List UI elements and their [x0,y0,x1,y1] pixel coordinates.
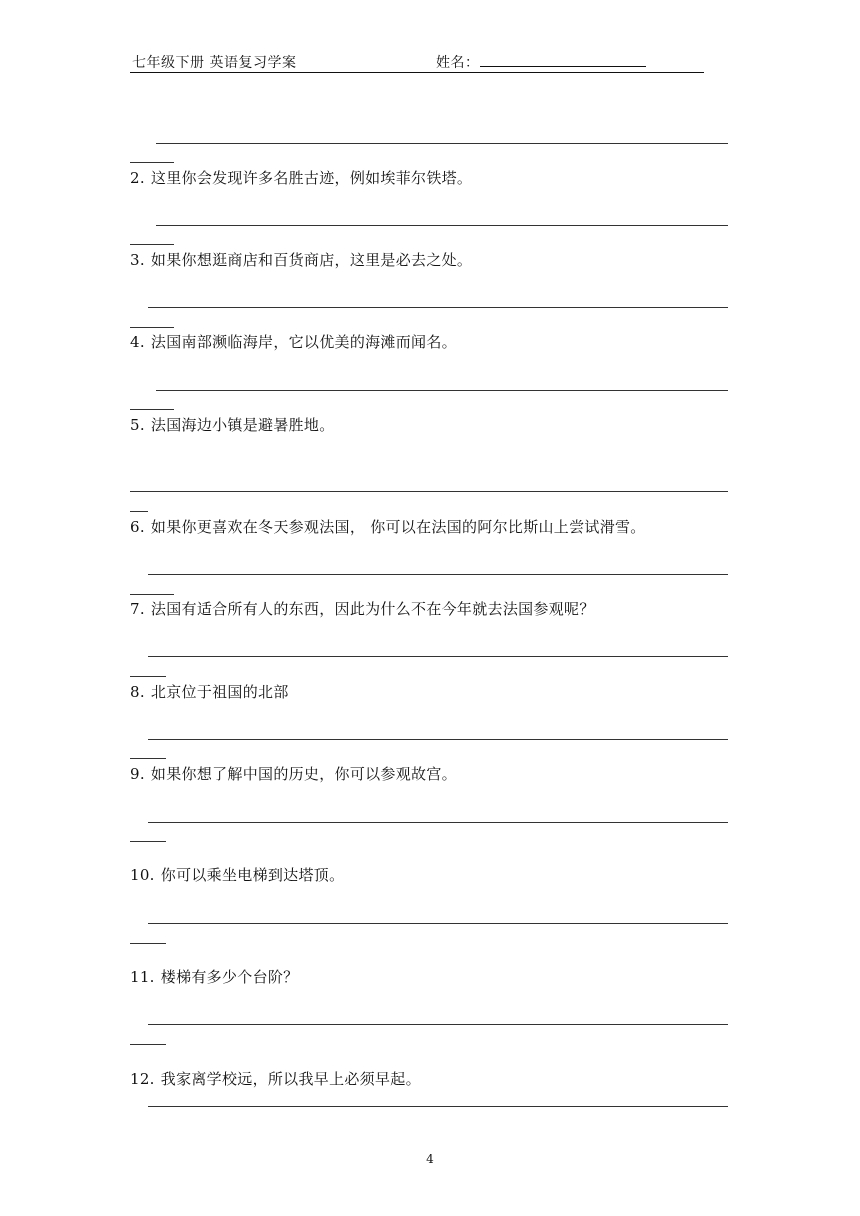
question-4 [130,331,457,352]
question-5 [130,414,335,435]
name-label: 姓名： [436,55,480,71]
question-3 [130,249,472,270]
question-number: 3. [130,251,145,269]
question-text: 这里你会发现许多名胜古迹，例如埃菲尔铁塔。 [150,169,473,187]
question-6 [130,516,646,537]
answer-line-3-tail[interactable] [130,327,174,328]
answer-line-8-tail[interactable] [130,758,166,759]
answer-line-11-tail[interactable] [130,1044,166,1045]
question-text: 你可以乘坐电梯到达塔顶。 [160,866,345,884]
question-7 [130,598,595,619]
question-2 [130,167,472,188]
question-number: 10. [130,866,155,884]
question-number: 7. [130,600,145,618]
answer-line-1[interactable] [156,143,728,144]
question-text: 法国海边小镇是避暑胜地。 [150,416,335,434]
question-9 [130,763,457,784]
answer-line-7-tail[interactable] [130,676,166,677]
answer-line-12[interactable] [148,1106,728,1107]
question-text: 法国有适合所有人的东西，因此为什么不在今年就去法国参观呢？ [150,600,595,618]
answer-line-10-tail[interactable] [130,943,166,944]
question-number: 12. [130,1070,155,1088]
question-number: 11. [130,968,155,986]
header-title: 七年级下册 英语复习学案 [132,55,297,71]
question-number: 2. [130,169,145,187]
question-text: 法国南部濒临海岸，它以优美的海滩而闻名。 [150,333,457,351]
question-number: 6. [130,518,145,536]
answer-line-2[interactable] [156,225,728,226]
answer-line-8[interactable] [148,739,728,740]
question-11 [130,966,298,987]
answer-line-1-tail[interactable] [130,162,174,163]
answer-line-5-tail[interactable] [130,511,148,512]
question-text: 楼梯有多少个台阶？ [160,968,299,986]
answer-line-7[interactable] [148,656,728,657]
question-text: 如果你想逛商店和百货商店，这里是必去之处。 [150,251,473,269]
answer-line-9-tail[interactable] [130,841,166,842]
answer-line-6-tail[interactable] [130,594,174,595]
answer-line-3[interactable] [148,307,728,308]
answer-line-10[interactable] [148,923,728,924]
answer-line-5[interactable] [130,491,728,492]
question-text: 我家离学校远，所以我早上必须早起。 [160,1070,421,1088]
question-12 [130,1068,421,1089]
question-number: 5. [130,416,145,434]
answer-line-11[interactable] [148,1024,728,1025]
answer-line-4-tail[interactable] [130,409,174,410]
question-text: 如果你更喜欢在冬天参观法国， 你可以在法国的阿尔比斯山上尝试滑雪。 [150,518,646,536]
question-8 [130,681,289,702]
answer-line-9[interactable] [148,822,728,823]
question-number: 8. [130,683,145,701]
question-text: 如果你想了解中国的历史，你可以参观故宫。 [150,765,457,783]
header-rule [130,72,704,73]
page-number: 4 [426,1152,434,1166]
answer-line-6[interactable] [148,574,728,575]
question-10 [130,864,344,885]
name-blank-line[interactable] [480,66,646,67]
answer-line-2-tail[interactable] [130,244,174,245]
answer-line-4[interactable] [156,390,728,391]
question-number: 4. [130,333,145,351]
question-text: 北京位于祖国的北部 [150,683,289,701]
question-number: 9. [130,765,145,783]
